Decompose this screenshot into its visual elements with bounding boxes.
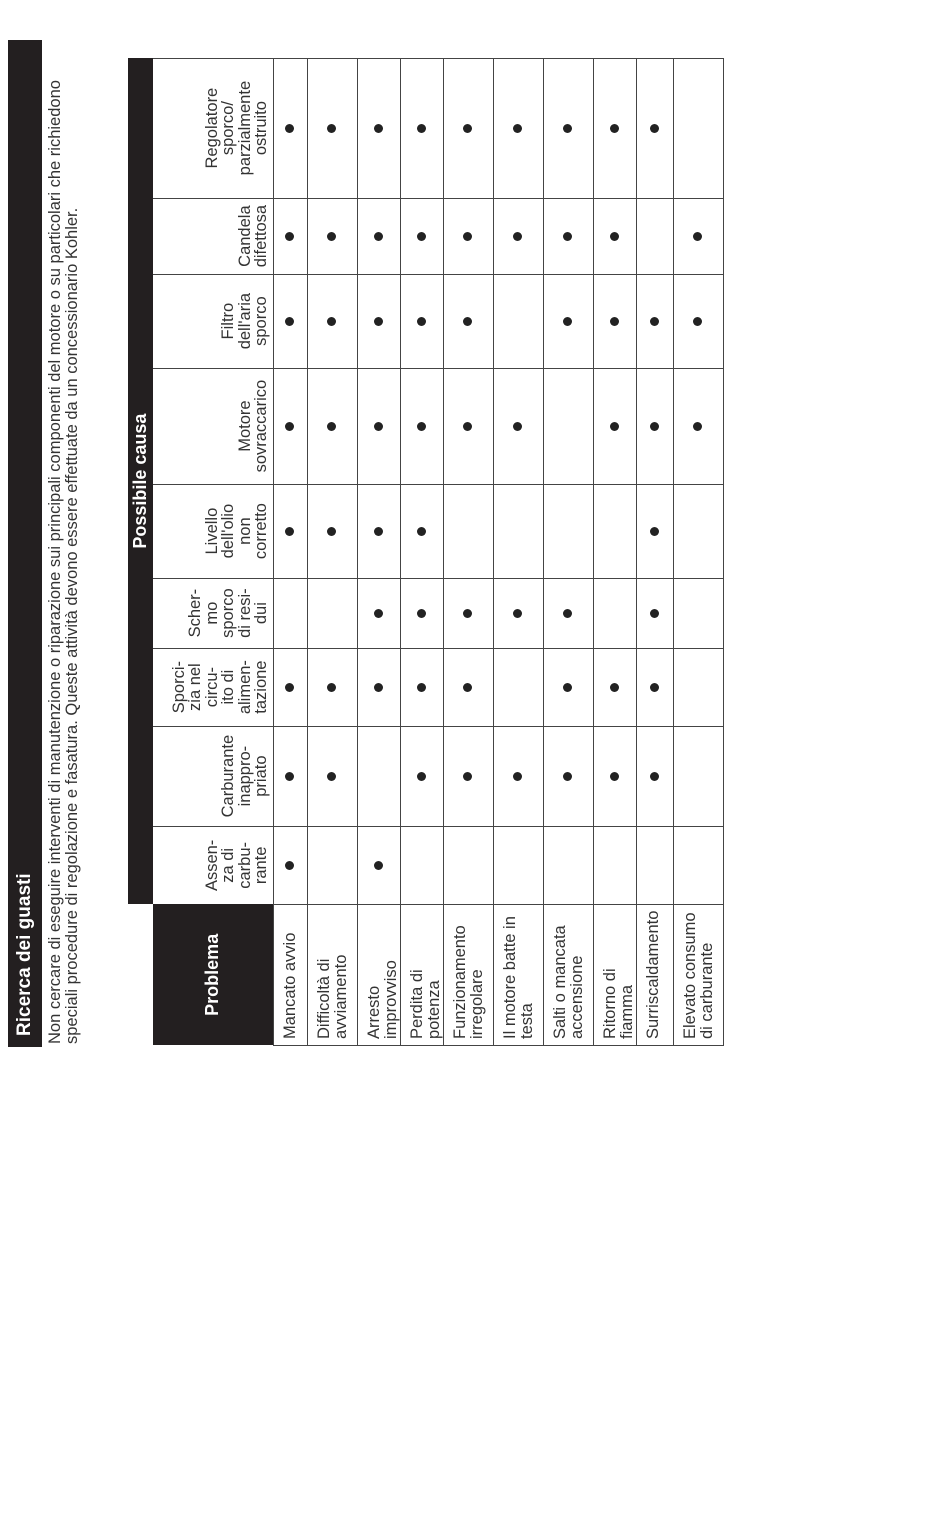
cause-cell	[273, 648, 307, 726]
bullet-mark-icon	[463, 124, 472, 133]
cause-cell	[357, 484, 400, 578]
cause-column-header: Livello dell'olio non corretto	[153, 484, 273, 578]
problem-cell: Funzionamento irregolare	[443, 904, 493, 1045]
bullet-mark-icon	[563, 683, 572, 692]
bullet-mark-icon	[610, 317, 619, 326]
cause-cell	[443, 274, 493, 368]
bullet-mark-icon	[374, 422, 383, 431]
bullet-mark-icon	[285, 861, 294, 870]
cause-cell	[357, 648, 400, 726]
problem-header: Problema	[153, 904, 273, 1045]
bullet-mark-icon	[374, 232, 383, 241]
bullet-mark-icon	[463, 609, 472, 618]
cause-column-header: Carburante inappro- priato	[153, 726, 273, 826]
bullet-mark-icon	[513, 609, 522, 618]
cause-cell	[593, 368, 636, 484]
bullet-mark-icon	[610, 683, 619, 692]
cause-cell	[493, 198, 543, 274]
troubleshooting-table-container	[128, 58, 724, 1046]
cause-cell	[673, 58, 723, 198]
cause-cell	[543, 198, 593, 274]
table-row	[273, 58, 307, 1045]
problem-cell: Elevato consumo di carburante	[673, 904, 723, 1045]
bullet-mark-icon	[285, 422, 294, 431]
problem-cell: Arresto improvviso	[357, 904, 400, 1045]
bullet-mark-icon	[327, 232, 336, 241]
bullet-mark-icon	[463, 683, 472, 692]
cause-cell	[543, 648, 593, 726]
cause-cell	[357, 368, 400, 484]
cause-cell	[543, 826, 593, 904]
cause-cell	[636, 826, 673, 904]
cause-cell	[543, 58, 593, 198]
cause-column-header: Filtro dell'aria sporco	[153, 274, 273, 368]
bullet-mark-icon	[650, 124, 659, 133]
problem-cell: Il motore batte in testa	[493, 904, 543, 1045]
cause-cell	[493, 578, 543, 648]
cause-cell	[543, 274, 593, 368]
cause-cell	[593, 726, 636, 826]
bullet-mark-icon	[327, 772, 336, 781]
cause-cell	[307, 58, 357, 198]
problem-cell: Ritorno di fiamma	[593, 904, 636, 1045]
bullet-mark-icon	[563, 124, 572, 133]
bullet-mark-icon	[417, 683, 426, 692]
cause-cell	[636, 726, 673, 826]
problem-cell: Mancato avvio	[273, 904, 307, 1045]
troubleshooting-table	[128, 58, 724, 1046]
bullet-mark-icon	[327, 527, 336, 536]
cause-cell	[273, 368, 307, 484]
cause-cell	[307, 726, 357, 826]
cause-cell	[357, 198, 400, 274]
bullet-mark-icon	[417, 232, 426, 241]
bullet-mark-icon	[563, 232, 572, 241]
cause-cell	[593, 826, 636, 904]
cause-cell	[543, 368, 593, 484]
table-corner	[128, 904, 153, 1045]
bullet-mark-icon	[327, 683, 336, 692]
bullet-mark-icon	[463, 232, 472, 241]
cause-cell	[443, 578, 493, 648]
cause-cell	[443, 484, 493, 578]
bullet-mark-icon	[374, 124, 383, 133]
bullet-mark-icon	[513, 422, 522, 431]
page-title: Ricerca dei guasti	[8, 40, 42, 1047]
bullet-mark-icon	[693, 317, 702, 326]
table-row	[593, 58, 636, 1045]
cause-column-header: Sporci- zia nel circu- ito di alimen- tazione	[153, 648, 273, 726]
bullet-mark-icon	[374, 609, 383, 618]
cause-cell	[543, 578, 593, 648]
cause-column-header: Assen- za di carbu- rante	[153, 826, 273, 904]
table-row	[543, 58, 593, 1045]
cause-cell	[273, 826, 307, 904]
cause-cell	[493, 826, 543, 904]
cause-cell	[493, 726, 543, 826]
bullet-mark-icon	[610, 124, 619, 133]
cause-cell	[443, 726, 493, 826]
cause-cell	[357, 274, 400, 368]
bullet-mark-icon	[327, 124, 336, 133]
bullet-mark-icon	[374, 683, 383, 692]
bullet-mark-icon	[417, 124, 426, 133]
bullet-mark-icon	[285, 527, 294, 536]
cause-cell	[593, 58, 636, 198]
problem-cell: Surriscaldamento	[636, 904, 673, 1045]
cause-cell	[307, 578, 357, 648]
cause-cell	[400, 826, 443, 904]
problem-cell: Salti o mancata accensione	[543, 904, 593, 1045]
problem-cell: Difficoltà di avviamento	[307, 904, 357, 1045]
cause-cell	[273, 484, 307, 578]
cause-cell	[307, 274, 357, 368]
cause-cell	[273, 198, 307, 274]
bullet-mark-icon	[285, 124, 294, 133]
bullet-mark-icon	[693, 422, 702, 431]
bullet-mark-icon	[563, 772, 572, 781]
bullet-mark-icon	[650, 609, 659, 618]
cause-cell	[400, 648, 443, 726]
bullet-mark-icon	[610, 422, 619, 431]
bullet-mark-icon	[285, 232, 294, 241]
cause-cell	[636, 198, 673, 274]
cause-cell	[636, 578, 673, 648]
table-row	[400, 58, 443, 1045]
bullet-mark-icon	[563, 317, 572, 326]
bullet-mark-icon	[650, 772, 659, 781]
cause-cell	[273, 274, 307, 368]
cause-cell	[273, 578, 307, 648]
table-body	[273, 58, 723, 1045]
cause-cell	[673, 198, 723, 274]
cause-cell	[443, 58, 493, 198]
table-row	[307, 58, 357, 1045]
cause-cell	[593, 648, 636, 726]
cause-cell	[493, 274, 543, 368]
bullet-mark-icon	[374, 527, 383, 536]
cause-column-header: Motore sovraccarico	[153, 368, 273, 484]
cause-cell	[493, 648, 543, 726]
cause-column-header: Scher- mo sporco di resi- dui	[153, 578, 273, 648]
bullet-mark-icon	[513, 772, 522, 781]
bullet-mark-icon	[610, 772, 619, 781]
cause-cell	[493, 368, 543, 484]
cause-column-header: Regolatore sporco/ parzialmente ostruito	[153, 58, 273, 198]
cause-cell	[357, 578, 400, 648]
cause-cell	[400, 274, 443, 368]
cause-cell	[307, 648, 357, 726]
cause-cell	[636, 368, 673, 484]
bullet-mark-icon	[513, 232, 522, 241]
bullet-mark-icon	[285, 772, 294, 781]
cause-cell	[400, 484, 443, 578]
bullet-mark-icon	[463, 317, 472, 326]
bullet-mark-icon	[374, 317, 383, 326]
cause-cell	[673, 648, 723, 726]
cause-cell	[400, 726, 443, 826]
cause-cell	[400, 578, 443, 648]
cause-cell	[673, 826, 723, 904]
bullet-mark-icon	[513, 124, 522, 133]
cause-cell	[543, 484, 593, 578]
bullet-mark-icon	[417, 772, 426, 781]
cause-cell	[593, 484, 636, 578]
bullet-mark-icon	[650, 527, 659, 536]
cause-cell	[673, 726, 723, 826]
problem-cell: Perdita di potenza	[400, 904, 443, 1045]
cause-header: Possibile causa	[128, 58, 153, 904]
cause-cell	[443, 368, 493, 484]
bullet-mark-icon	[374, 861, 383, 870]
bullet-mark-icon	[610, 232, 619, 241]
cause-cell	[307, 368, 357, 484]
table-row	[357, 58, 400, 1045]
cause-cell	[400, 368, 443, 484]
bullet-mark-icon	[563, 609, 572, 618]
cause-cell	[307, 826, 357, 904]
cause-cell	[443, 198, 493, 274]
cause-cell	[543, 726, 593, 826]
cause-cell	[400, 58, 443, 198]
cause-cell	[673, 578, 723, 648]
cause-cell	[593, 274, 636, 368]
bullet-mark-icon	[650, 683, 659, 692]
bullet-mark-icon	[285, 317, 294, 326]
cause-cell	[357, 726, 400, 826]
cause-cell	[593, 578, 636, 648]
cause-cell	[273, 726, 307, 826]
cause-cell	[443, 648, 493, 726]
bullet-mark-icon	[327, 422, 336, 431]
bullet-mark-icon	[327, 317, 336, 326]
bullet-mark-icon	[463, 772, 472, 781]
bullet-mark-icon	[417, 317, 426, 326]
intro-paragraph: Non cercare di eseguire interventi di manutenzione o riparazione sui principali componenti del motore o su particolari che richiedono speciali procedure di regolazione e fasatura. Queste attività devono essere effettuate da un concessionario Kohler.	[46, 80, 81, 1044]
cause-cell	[357, 826, 400, 904]
cause-cell	[307, 484, 357, 578]
cause-cell	[673, 484, 723, 578]
cause-cell	[400, 198, 443, 274]
bullet-mark-icon	[285, 683, 294, 692]
cause-cell	[307, 198, 357, 274]
table-row	[636, 58, 673, 1045]
cause-cell	[636, 484, 673, 578]
cause-cell	[493, 58, 543, 198]
cause-cell	[273, 58, 307, 198]
cause-cell	[636, 648, 673, 726]
table-row	[673, 58, 723, 1045]
bullet-mark-icon	[463, 422, 472, 431]
cause-column-header: Candela difettosa	[153, 198, 273, 274]
bullet-mark-icon	[417, 527, 426, 536]
cause-cell	[673, 274, 723, 368]
cause-cell	[636, 274, 673, 368]
table-row	[493, 58, 543, 1045]
cause-cell	[493, 484, 543, 578]
cause-cell	[636, 58, 673, 198]
cause-cell	[673, 368, 723, 484]
bullet-mark-icon	[417, 609, 426, 618]
cause-cell	[443, 826, 493, 904]
table-row	[443, 58, 493, 1045]
bullet-mark-icon	[693, 232, 702, 241]
cause-cell	[593, 198, 636, 274]
bullet-mark-icon	[417, 422, 426, 431]
cause-cell	[357, 58, 400, 198]
bullet-mark-icon	[650, 317, 659, 326]
bullet-mark-icon	[650, 422, 659, 431]
